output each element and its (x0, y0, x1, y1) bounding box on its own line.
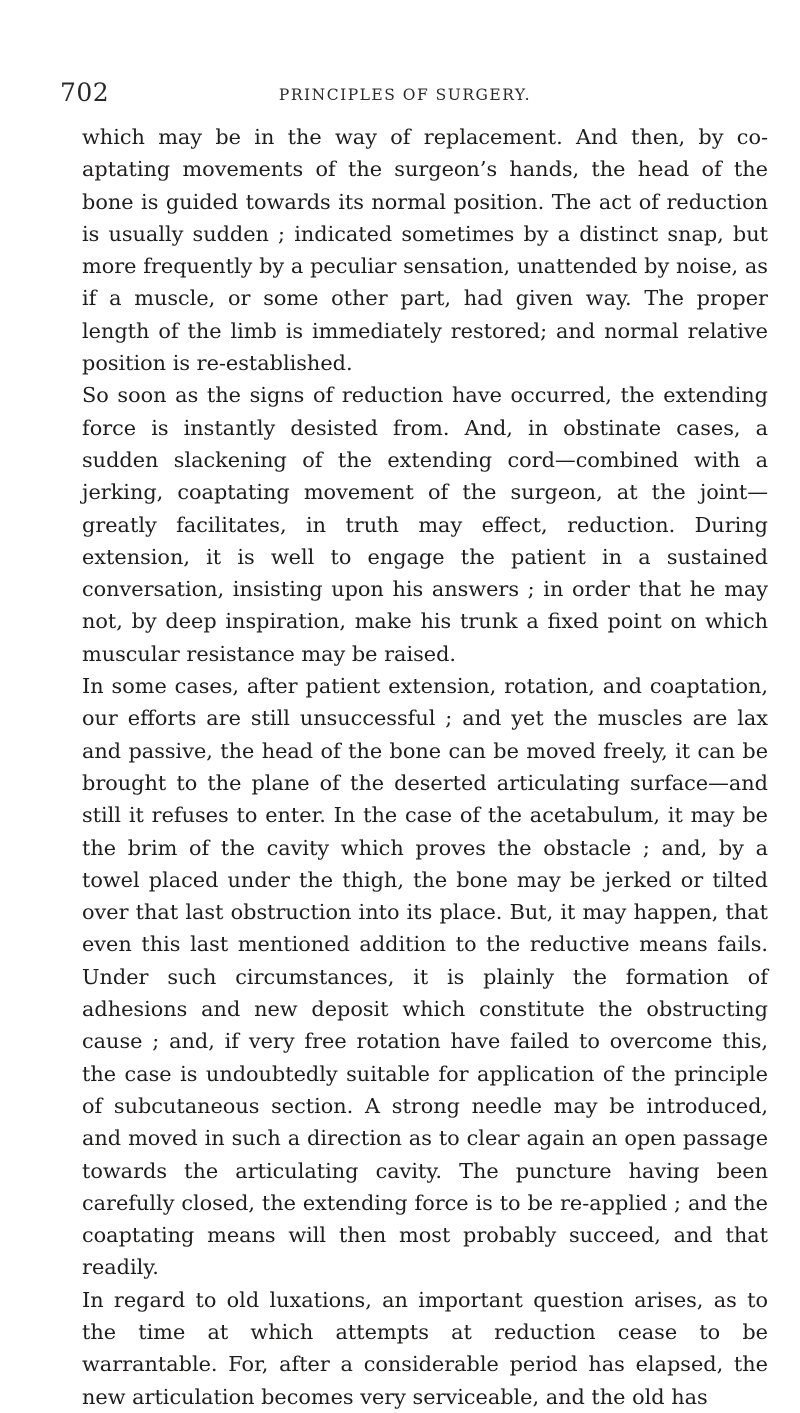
body-text (82, 121, 768, 1413)
page-header (60, 72, 750, 112)
page-number: 702 (60, 78, 110, 107)
paragraph-2: So soon as the signs of reduction have occurred, the extending force is instantly desisted from. And, in obstinate cases, a sudden slackening of the extending cord—combined with a jerking, coaptating movement of the surgeon, at the joint—greatly facilitates, in truth may effect, reduction. During extension, it is well to engage the patient in a sustained conversation, insisting upon his answers ; in order that he may not, by deep inspiration, make his trunk a fixed point on which muscular resistance may be raised. (82, 383, 768, 666)
paragraph-3: In some cases, after patient extension, rotation, and coaptation, our efforts are still unsuccessful ; and yet the muscles are lax and passive, the head of the bone can be moved freely, it can be brought to the plane of the deserted articulating surface—and still it refuses to enter. In the case of the acetabulum, it may be the brim of the cavity which proves the obstacle ; and, by a towel placed under the thigh, the bone may be jerked or tilted over that last obstruction into its place. But, it may happen, that even this last mentioned addition to the reductive means fails. Under such circumstances, it is plainly the formation of adhesions and new deposit which constitute the obstructing cause ; and, if very free rotation have failed to overcome this, the case is undoubtedly suitable for application of the principle of subcutaneous section. A strong needle may be introduced, and moved in such a direction as to clear again an open passage towards the articulating cavity. The puncture having been carefully closed, the extending force is to be re-applied ; and the coaptating means will then most probably succeed, and that readily. (82, 674, 768, 1280)
paragraph-4: In regard to old luxations, an important question arises, as to the time at which attempts at reduction cease to be warrantable. For, after a considerable period has elapsed, the new articulation becomes very serviceable, and the old has (82, 1287, 768, 1409)
paragraph-1: which may be in the way of replacement. And then, by co-aptating movements of the surgeon’s hands, the head of the bone is guided towards its normal position. The act of reduction is usually sudden ; indicated sometimes by a distinct snap, but more frequently by a peculiar sensation, unattended by noise, as if a muscle, or some other part, had given way. The proper length of the limb is immediately restored; and normal relative position is re-established. (82, 125, 768, 376)
running-title: PRINCIPLES OF SURGERY. (278, 86, 532, 104)
